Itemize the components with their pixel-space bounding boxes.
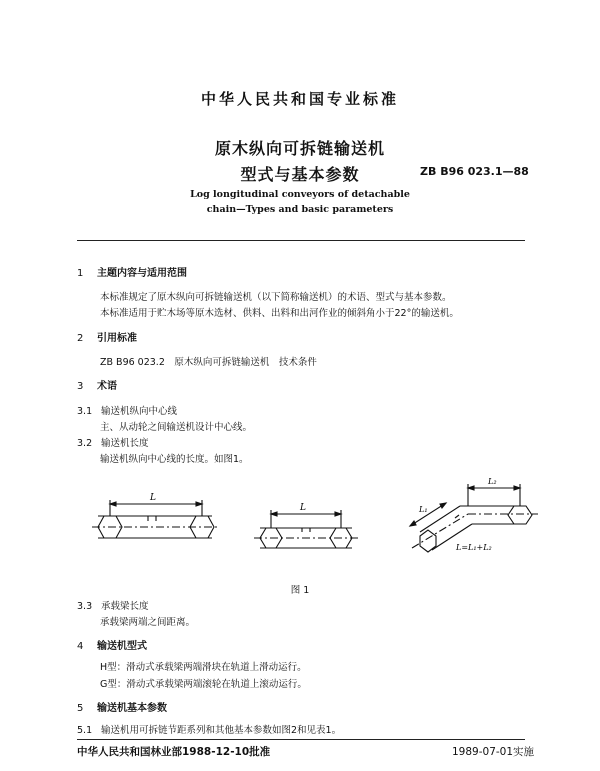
term-3-2-definition: 输送机纵向中心线的长度。如图1。 — [100, 454, 249, 465]
type-g-description: G型：滑动式承载梁两端滚轮在轨道上滚动运行。 — [100, 679, 307, 690]
footer-approval: 中华人民共和国林业部1988-12-10批准 — [77, 746, 271, 758]
term-3-1-definition: 主、从动轮之间输送机设计中心线。 — [100, 422, 253, 433]
section-1-heading — [77, 264, 187, 279]
term-3-2-title: 输送机长度 — [101, 438, 149, 449]
clause-5-1 — [77, 722, 341, 736]
section-3-heading — [77, 377, 117, 392]
section-2-title: 引用标准 — [97, 333, 137, 344]
term-3-3 — [77, 598, 149, 612]
section-1-para-2: 本标准适用于贮木场等原木选材、供料、出料和出河作业的倾斜角小于22°的输送机。 — [100, 308, 459, 319]
standard-code: ZB B96 023.1—88 — [420, 165, 529, 178]
figure-1-caption: 图 1 — [290, 585, 310, 596]
term-3-3-number: 3.3 — [77, 601, 93, 612]
term-3-2-number: 3.2 — [77, 438, 93, 449]
type-h-description: H型：滑动式承载梁两端滑块在轨道上滑动运行。 — [100, 662, 307, 673]
conveyor-bent — [410, 484, 538, 552]
footer-rule — [77, 739, 525, 740]
section-4-number: 4 — [77, 641, 84, 652]
title-line-2: 型式与基本参数 — [240, 165, 360, 184]
term-3-1-title: 输送机纵向中心线 — [101, 406, 178, 417]
clause-5-1-text: 输送机用可拆链节距系列和其他基本参数如图2和见表1。 — [101, 725, 342, 736]
term-3-2 — [77, 435, 149, 449]
section-3-number: 3 — [77, 381, 84, 392]
figure-label-L-1: L — [150, 493, 156, 503]
section-4-heading — [77, 637, 147, 652]
header-rule — [77, 240, 525, 241]
footer-effective-date: 1989-07-01实施 — [452, 746, 535, 758]
term-3-3-definition: 承载梁两端之间距离。 — [100, 617, 196, 628]
section-1-number: 1 — [77, 268, 84, 279]
section-5-title: 输送机基本参数 — [97, 703, 167, 714]
section-2-heading — [77, 329, 137, 344]
figure-formula: L=L₁+L₂ — [456, 543, 492, 552]
figure-label-L1: L₁ — [419, 505, 428, 514]
figure-label-L2: L₂ — [488, 477, 497, 486]
section-5-number: 5 — [77, 703, 84, 714]
section-2-number: 2 — [77, 333, 84, 344]
figure-1-drawing — [90, 470, 550, 580]
conveyor-straight-2 — [254, 510, 358, 548]
term-3-3-title: 承载梁长度 — [101, 601, 149, 612]
section-2-reference: ZB B96 023.2 原木纵向可拆链输送机 技术条件 — [100, 357, 317, 368]
section-1-para-1: 本标准规定了原木纵向可拆链输送机（以下简称输送机）的术语、型式与基本参数。 — [100, 292, 452, 303]
english-title-line-1: Log longitudinal conveyors of detachable — [190, 189, 410, 200]
standard-header: 中华人民共和国专业标准 — [200, 90, 399, 108]
clause-5-1-number: 5.1 — [77, 725, 93, 736]
title-line-1: 原木纵向可拆链输送机 — [214, 139, 385, 158]
section-1-title: 主题内容与适用范围 — [97, 268, 187, 279]
section-5-heading — [77, 699, 167, 714]
conveyor-straight-1 — [92, 500, 220, 538]
section-4-title: 输送机型式 — [97, 641, 147, 652]
section-3-title: 术语 — [97, 381, 117, 392]
english-title-line-2: chain—Types and basic parameters — [206, 204, 394, 215]
figure-label-L-2: L — [300, 503, 306, 513]
figure-1 — [90, 470, 550, 580]
term-3-1-number: 3.1 — [77, 406, 93, 417]
term-3-1 — [77, 403, 177, 417]
